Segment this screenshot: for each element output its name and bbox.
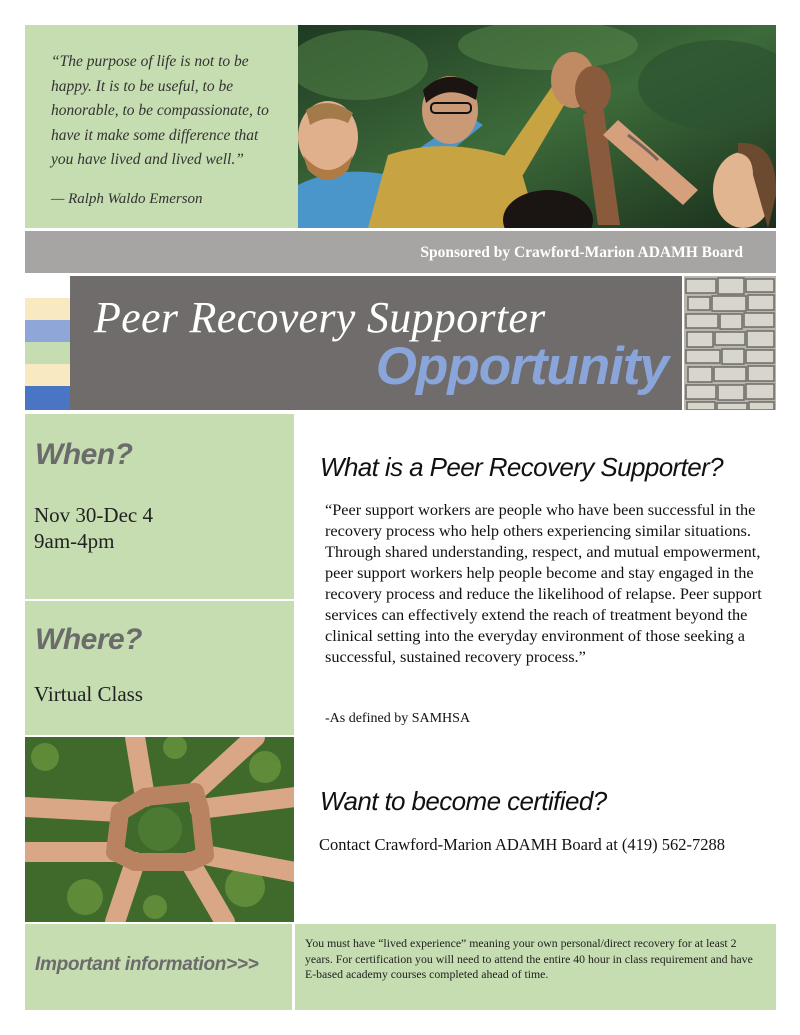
important-label: Important information>>> xyxy=(35,954,259,975)
decor-stripe xyxy=(25,298,70,320)
decor-stripe xyxy=(25,342,70,364)
where-panel xyxy=(25,601,294,735)
definition-text: “Peer support workers are people who have been successful in the recovery process who help others experiencing similar situations. Through shared understanding, respect, and mutual empowerment, peer support workers help people become and stay engaged in the recovery process and reduce the likelihood of relapse. Peer support services can effectively extend the reach of treatment beyond the clinical setting into the everyday environment of those seeking a successful, sustained recovery process.” xyxy=(325,500,762,666)
certify-heading: Want to become certified? xyxy=(320,786,607,816)
decor-stripe xyxy=(25,320,70,342)
title-line-2: Opportunity xyxy=(375,337,668,396)
event-dates: Nov 30-Dec 4 xyxy=(34,503,153,527)
high-five-photo xyxy=(298,25,776,228)
title-banner xyxy=(70,276,682,410)
decor-stripe xyxy=(25,364,70,386)
sponsor-bar xyxy=(25,231,776,273)
decor-stripe xyxy=(25,276,70,298)
sponsor-text: Sponsored by Crawford-Marion ADAMH Board xyxy=(420,244,743,261)
event-location: Virtual Class xyxy=(34,682,143,706)
contact-text: Contact Crawford-Marion ADAMH Board at (419) 562-7288 xyxy=(319,835,726,854)
stone-wall-image xyxy=(684,276,776,410)
quote-text: “The purpose of life is not to be happy. It is to be useful, to be honorable, to be compassionate, to have it make some difference that you have lived and lived well.” xyxy=(51,53,269,168)
event-time: 9am-4pm xyxy=(34,529,115,553)
title-line-1: Peer Recovery Supporter xyxy=(94,293,546,342)
requirements-text: You must have “lived experience” meaning your own personal/direct recovery for at least 2 years. For certification you will need to attend the entire 40 hour in class requirement and have E-based academy courses completed ahead of time. xyxy=(305,936,753,981)
when-panel xyxy=(25,414,294,599)
quote-box xyxy=(25,25,298,228)
where-heading: Where? xyxy=(35,623,143,656)
requirements-panel xyxy=(295,924,776,1010)
important-panel xyxy=(25,924,292,1010)
when-heading: When? xyxy=(35,438,133,471)
linked-hands-photo xyxy=(25,737,294,922)
quote-author: — Ralph Waldo Emerson xyxy=(51,191,203,207)
definition-source: -As defined by SAMHSA xyxy=(325,711,471,726)
decor-stripe xyxy=(25,386,70,410)
definition-heading: What is a Peer Recovery Supporter? xyxy=(320,452,724,482)
